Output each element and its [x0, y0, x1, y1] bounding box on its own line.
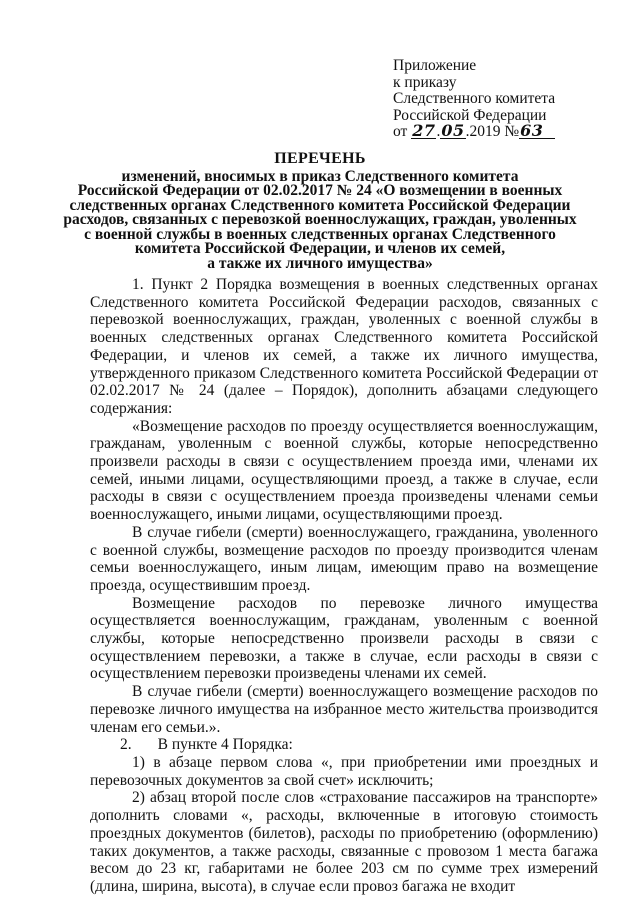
title-line: Российской Федерации от 02.02.2017 № 24 «О возмещении в военных [77, 182, 563, 199]
title-line: а также их личного имущества» [207, 254, 433, 272]
appendix-line: Российской Федерации [393, 106, 547, 124]
title-line: с военной службы в военных следственных органах Следственного [84, 225, 556, 243]
sub-item: 1) в абзаце первом слова «, при приобретении ими проездных и перевозочных документов за свой счет» исключить; [90, 753, 598, 789]
document-body [90, 276, 598, 896]
appendix-line: Следственного комитета [393, 90, 556, 107]
date-prefix: от [393, 123, 408, 140]
title-line: изменений, вносимых в приказ Следственного комитета [121, 167, 519, 185]
title-line: расходов, связанных с перевозкой военнослужащих, граждан, уволенных [63, 211, 577, 228]
appendix-block [393, 58, 633, 141]
paragraph: В случае гибели (смерти) военнослужащего, гражданина, уволенного с военной службы, возмещение расходов по проезду производится членам семьи военнослужащего, иным лицам, имеющим право на возмещение проезда, осуществившим проезд. [90, 523, 598, 594]
handwritten-order-number: 63 [519, 124, 555, 139]
item-2-heading [90, 736, 598, 754]
item-text: В пункте 4 Порядка: [157, 736, 293, 754]
item-number: 2. [120, 736, 132, 754]
title-line: комитета Российской Федерации, и членов их семей, [134, 240, 506, 257]
paragraph: Возмещение расходов по перевозке личного имущества осуществляется военнослужащим, гражданам, уволенным с военной службы, которые непосредственно произвели расходы в связи с осуществлением перевозки, а также в случае, если расходы в связи с осуществлением перевозки произведены членами их семей. [90, 594, 598, 683]
order-date-line [393, 121, 633, 141]
title-line: следственных органах Следственного комитета Российской Федерации [69, 196, 571, 214]
title-main: ПЕРЕЧЕНЬ [274, 150, 366, 167]
handwritten-day: 27 [412, 121, 436, 140]
appendix-line: к приказу [393, 73, 457, 91]
document-title [40, 152, 600, 271]
appendix-line: Приложение [393, 57, 477, 74]
date-year: .2019 № [465, 123, 520, 140]
paragraph: В случае гибели (смерти) военнослужащего возмещение расходов по перевозке личного имущества на избранное место жительства производится членам его семьи.». [90, 683, 598, 736]
sub-item: 2) абзац второй после слов «страхование пассажиров на транспорте» дополнить словами «, расходы, включенные в итоговую стоимость проездных документов (билетов), расходы по приобретению (оформлению) таких документов, а также расходы, связанные с провозом 1 места багажа весом до 23 кг, габаритами не более 203 см по сумме трех измерений (длина, ширина, высота), в случае если провоз багажа не входит [90, 789, 598, 895]
handwritten-month: 05 [441, 121, 465, 140]
paragraph: «Возмещение расходов по проезду осуществляется военнослужащим, гражданам, уволенным с военной службы, которые непосредственно произвели расходы в связи с осуществлением проезда ими, членами их семей, иными лицами, осуществляющими проезд, а также в случае, если расходы в связи с осуществлением проезда произведены членами семьи военнослужащего, иными лицами, осуществляющими проезд. [90, 417, 598, 524]
paragraph: 1. Пункт 2 Порядка возмещения в военных следственных органах Следственного комитета Российской Федерации расходов, связанных с перевозкой военнослужащих, граждан, уволенных с военной службы в военных следственных органах Следственного комитета Российской Федерации, и членов их семей, а также их личного имущества, утвержденного приказом Следственного комитета Российской Федерации от 02.02.2017 № 24 (далее – Порядок), дополнить абзацами следующего содержания: [90, 276, 598, 417]
date-separator: . [436, 123, 441, 140]
